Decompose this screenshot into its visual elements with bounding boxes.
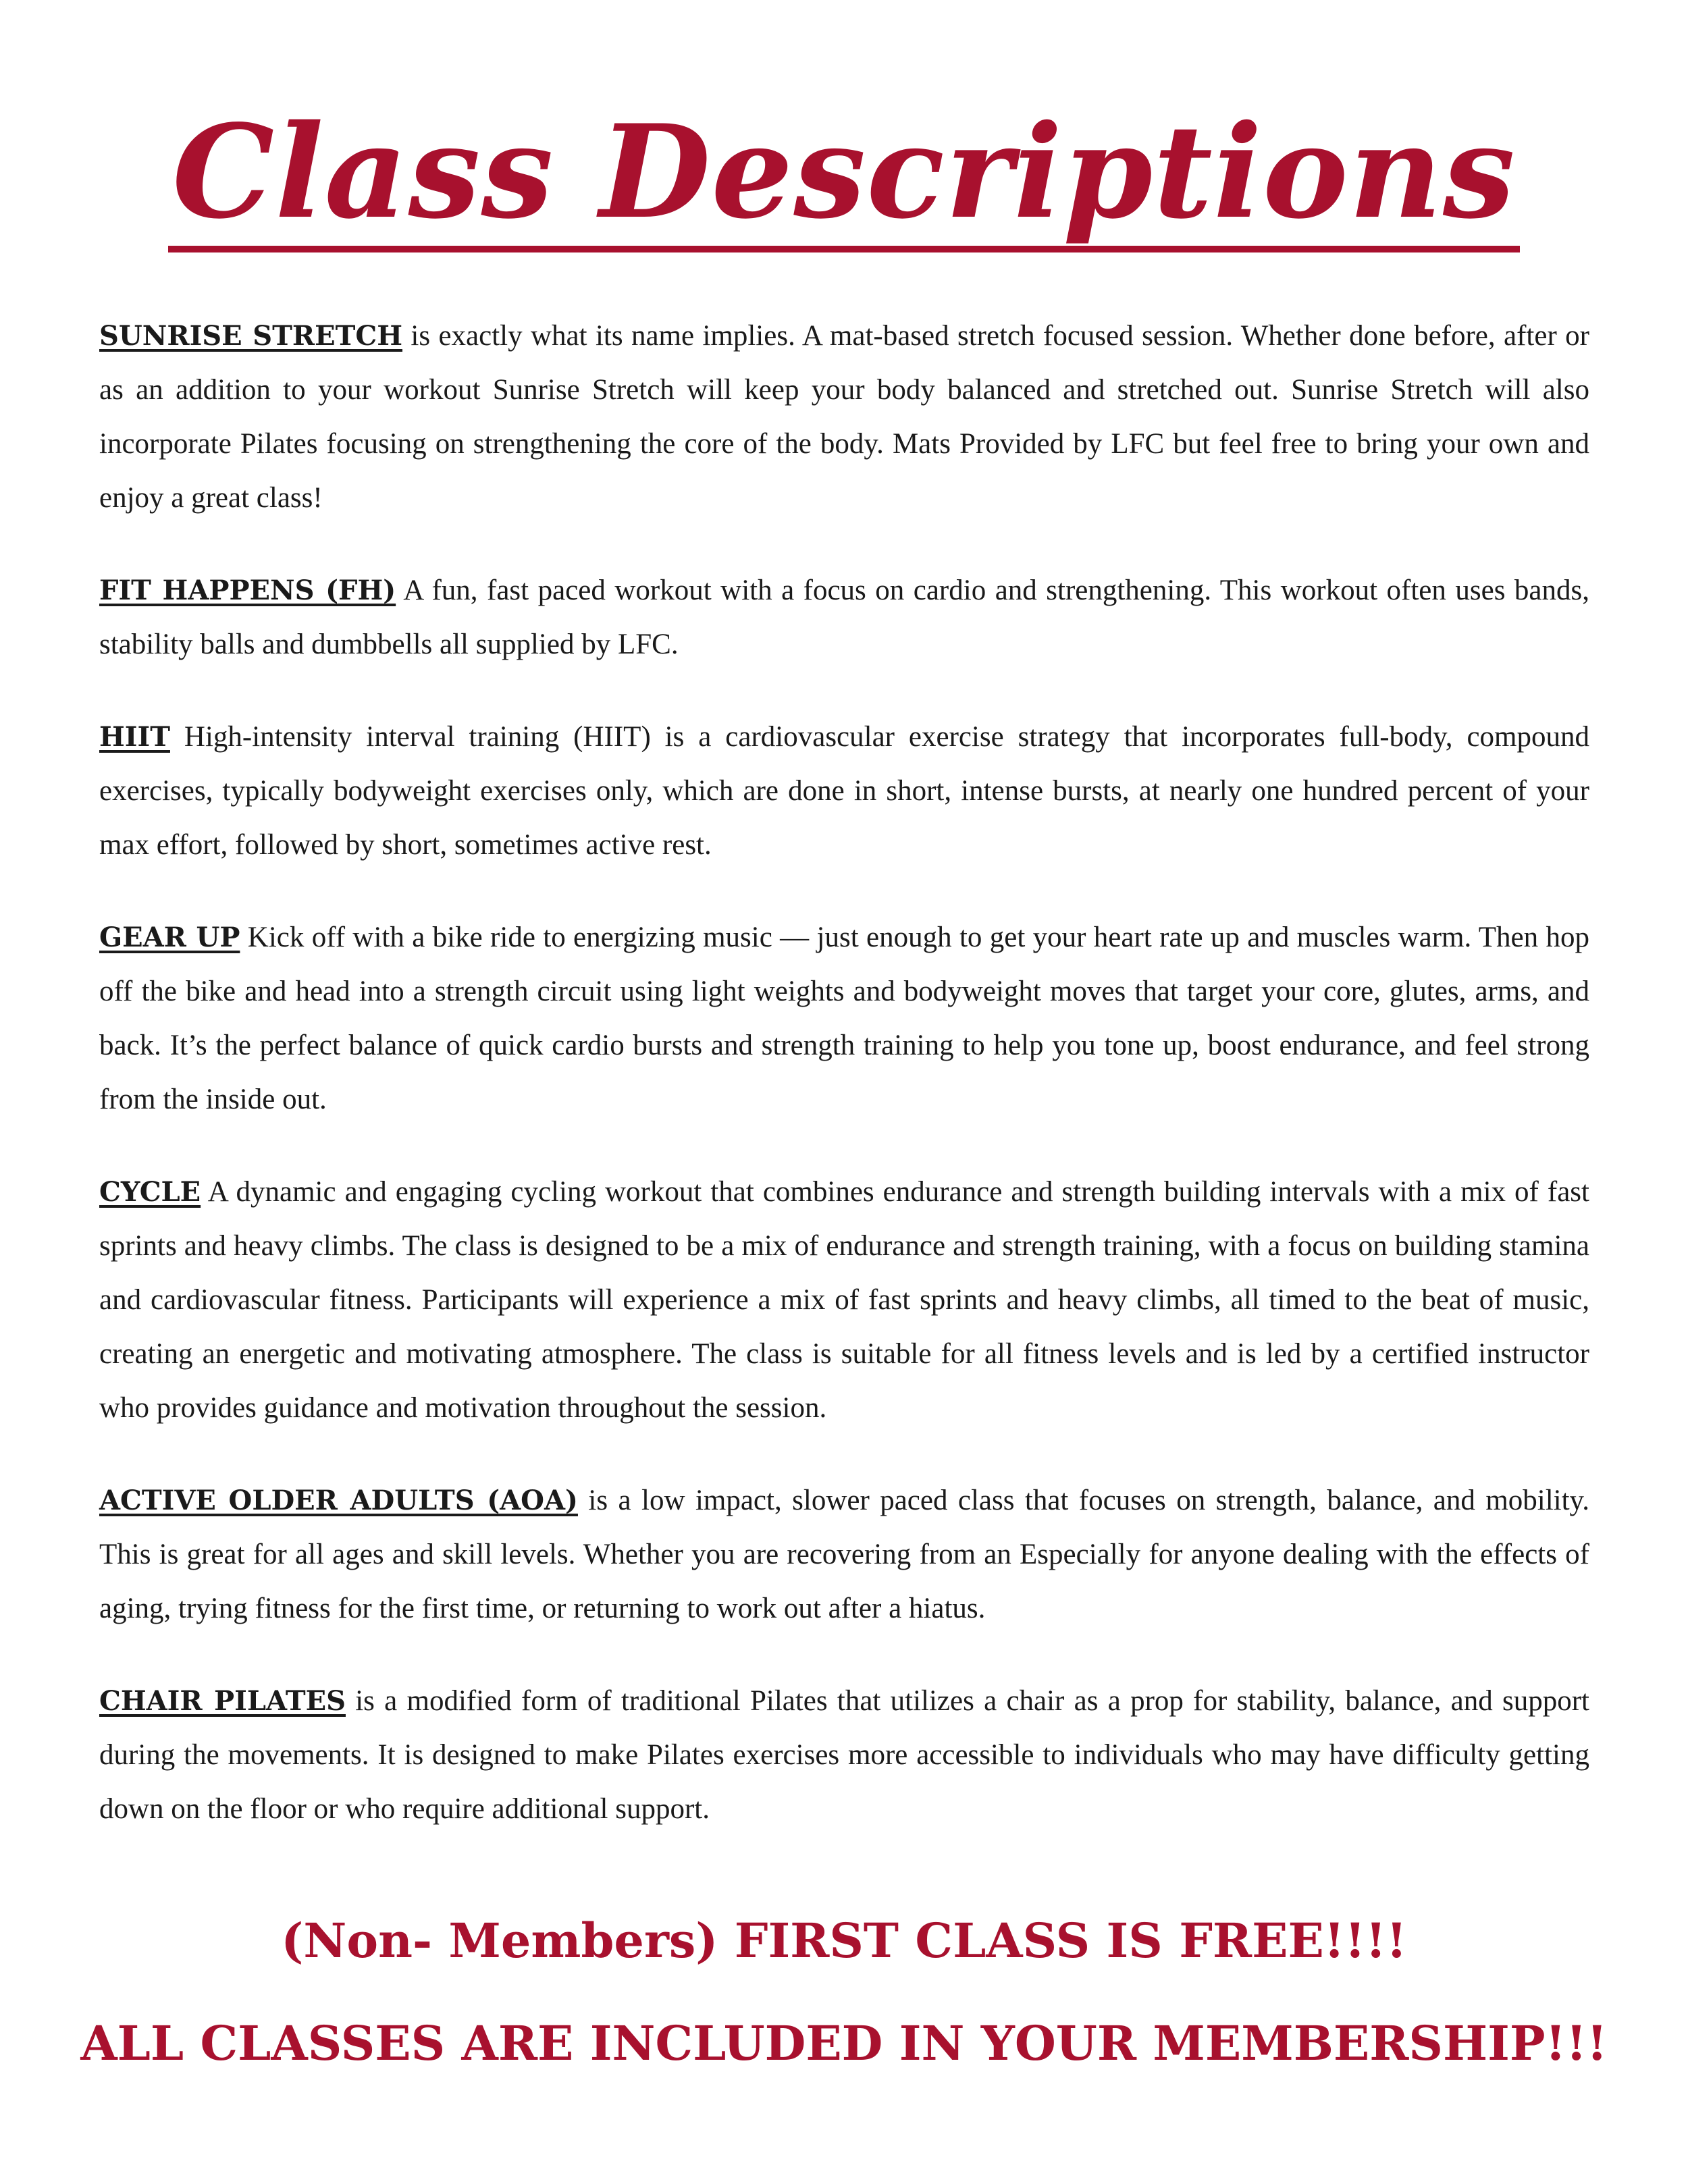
class-description-cycle xyxy=(99,1165,1589,1435)
class-description-text: is a low impact, slower paced class that focuses on strength, balance, and mobility. This is great for all ages and skill levels. Whether you are recovering from an Especially for anyone dealing with the effects of aging, trying fitness for the first time, or returning to work out after a hiatus. xyxy=(99,1485,1590,1624)
class-name: HIIT xyxy=(99,721,170,753)
promo-membership-included: ALL CLASSES ARE INCLUDED IN YOUR MEMBERSHIP!!! xyxy=(80,2015,1608,2071)
class-description-text: Kick off with a bike ride to energizing music — just enough to get your heart rate up and muscles warm. Then hop off the bike and head into a strength circuit using light weights and bodyweight moves that target your core, glutes, arms, and back. It’s the perfect balance of quick cardio bursts and strength training to help you tone up, boost endurance, and feel strong from the inside out. xyxy=(99,922,1590,1115)
class-name: CHAIR PILATES xyxy=(99,1685,346,1717)
class-descriptions-list xyxy=(99,309,1589,1875)
class-description-text: A dynamic and engaging cycling workout that combines endurance and strength building intervals with a mix of fast sprints and heavy climbs. The class is designed to be a mix of endurance and strength training, with a focus on building stamina and cardiovascular fitness. Participants will experience a mix of fast sprints and heavy climbs, all timed to the beat of music, creating an energetic and motivating atmosphere. The class is suitable for all fitness levels and is led by a certified instructor who provides guidance and motivation throughout the session. xyxy=(99,1176,1589,1424)
class-description-gear-up xyxy=(99,911,1589,1127)
class-name: SUNRISE STRETCH xyxy=(99,320,402,352)
class-name: FIT HAPPENS (FH) xyxy=(99,575,396,606)
class-name: CYCLE xyxy=(99,1176,201,1208)
class-description-fit-happens xyxy=(99,564,1589,672)
class-description-sunrise-stretch xyxy=(99,309,1589,525)
title-container xyxy=(0,97,1688,252)
class-description-chair-pilates xyxy=(99,1674,1589,1836)
class-name: GEAR UP xyxy=(99,922,240,953)
class-name: ACTIVE OLDER ADULTS (AOA) xyxy=(99,1485,578,1516)
class-description-text: is a modified form of traditional Pilates that utilizes a chair as a prop for stability, balance, and support during the movements. It is designed to make Pilates exercises more accessible to individuals who may have difficulty getting down on the floor or who require additional support. xyxy=(99,1685,1589,1825)
class-description-text: High-intensity interval training (HIIT) is a cardiovascular exercise strategy that incorporates full-body, compound exercises, typically bodyweight exercises only, which are done in short, intense bursts, at nearly one hundred percent of your max effort, followed by short, sometimes active rest. xyxy=(99,721,1589,861)
promo-first-class-free: (Non- Members) FIRST CLASS IS FREE!!!! xyxy=(281,1913,1407,1969)
class-description-hiit xyxy=(99,710,1589,872)
class-description-text: is exactly what its name implies. A mat-based stretch focused session. Whether done before, after or as an addition to your workout Sunrise Stretch will keep your body balanced and stretched out. Sunrise Stretch will also incorporate Pilates focusing on strengthening the core of the body. Mats Provided by LFC but feel free to bring your own and enjoy a great class! xyxy=(99,320,1589,514)
class-description-active-older-adults xyxy=(99,1474,1589,1636)
page-title: Class Descriptions xyxy=(168,108,1520,252)
class-description-text: A fun, fast paced workout with a focus on cardio and strengthening. This workout often uses bands, stability balls and dumbbells all supplied by LFC. xyxy=(99,575,1589,660)
